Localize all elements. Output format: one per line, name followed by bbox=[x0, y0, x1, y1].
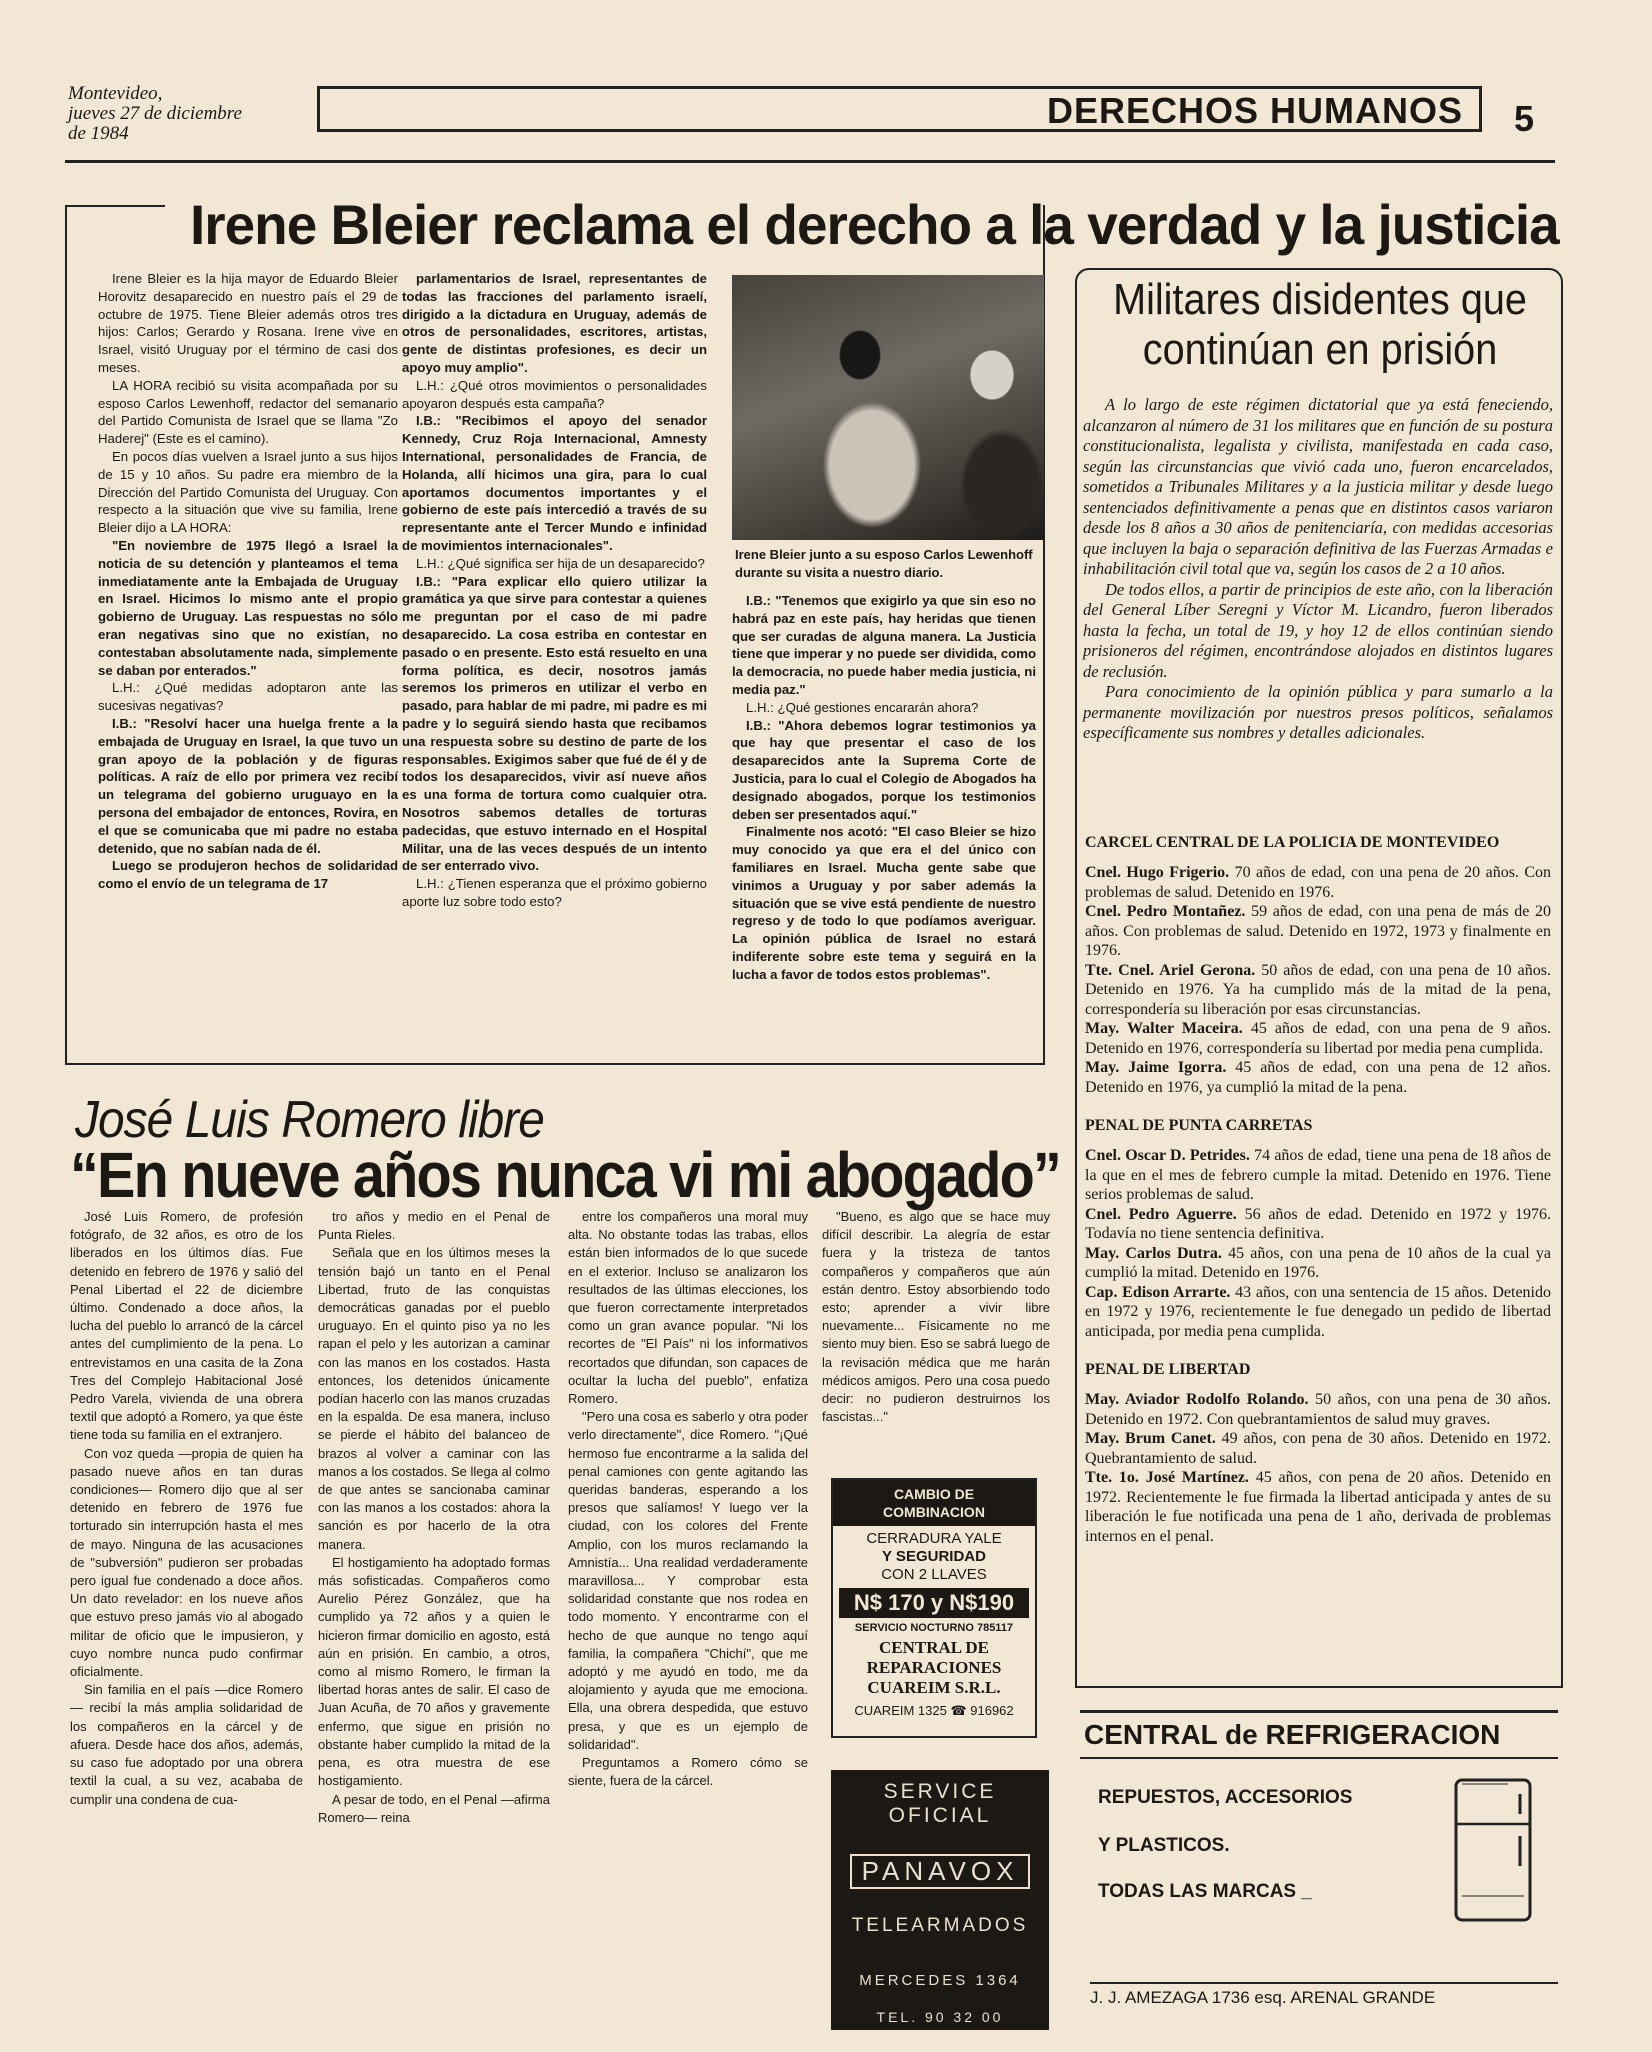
paragraph: José Luis Romero, de profesión fotógrafo, de 32 años, es otro de los liberados en los últimos días. Fue detenido en febrero de 1976 y salió del Penal Libertad el 22 de diciembre último. Condenado a doce años, la lucha del pueblo lo arrancó de la cárcel antes del cumplimiento de la pena. Lo entrevistamos en una casita de la Zona Tres del Complejo Habitacional José Pedro Varela, vivienda de una obrera textil que adoptó a Romero, ya que éste tiene toda su familia en el extranjero. bbox=[70, 1209, 303, 1443]
bleier-column-1 bbox=[98, 270, 398, 893]
prisoner-entry bbox=[1085, 902, 1551, 961]
militares-intro bbox=[1083, 395, 1553, 744]
prisoner-entry bbox=[1085, 1283, 1551, 1342]
panavox-ad bbox=[831, 1770, 1049, 2030]
paragraph: LA HORA recibió su visita acompañada por su esposo Carlos Lewenhoff, redactor del semanario del Partido Comunista de Israel que se llama "Zo Haderej" (Este es el camino). bbox=[98, 377, 398, 447]
paragraph: En pocos días vuelven a Israel junto a sus hijos de 15 y 10 años. Su padre era miembro de la Dirección del Partido Comunista del Uruguay. Con respecto a la situación que vive su familia, Irene Bleier dijo a LA HORA: bbox=[98, 448, 398, 536]
paragraph: Luego se produjeron hechos de solidaridad como el envío de un telegrama de 17 bbox=[98, 858, 398, 892]
prisoner-details: 45 años de edad, con una pena de 9 años. Detenido en 1976, correspondería su libertad por media pena cumplida. bbox=[1085, 1020, 1551, 1057]
romero-column-2 bbox=[318, 1208, 550, 1827]
prisoner-details: 49 años, con pena de 30 años. Detenido en 1972. Quebrantamiento de salud. bbox=[1085, 1430, 1551, 1467]
paragraph: Preguntamos a Romero cómo se siente, fuera de la cárcel. bbox=[568, 1755, 808, 1789]
prisoner-details: 56 años de edad. Detenido en 1972 y 1976. Todavía no tiene sentencia definitiva. bbox=[1085, 1205, 1552, 1242]
cuareim-ad-company: REPARACIONES bbox=[866, 1658, 1002, 1677]
paragraph: I.B.: "Para explicar ello quiero utilizar la gramática ya que sirve para contestar a quienes me preguntan por el caso de mi padre desaparecido. La cosa estriba en contestar en pasado o en presente. Esto está resuelto en una forma política, es decir, nosotros jamás seremos los primeros en utilizar el verbo en pasado, para hablar de mi padre, mi padre es mi padre y lo seguirá siendo hasta que recibamos una respuesta sobre su destino de parte de los responsables. Exigimos saber que fué de él y de todos los desaparecidos, vivir así nueve años es una forma de tortura como cualquier otra. Nosotros sabemos detalles de torturas padecidas, que estuvo internado en el Hospital Militar, una de las veces después de un intento de ser enterrado vivo. bbox=[402, 573, 707, 874]
prisoner-entry bbox=[1085, 1468, 1551, 1546]
paragraph: A pesar de todo, en el Penal —afirma Romero— reina bbox=[318, 1791, 550, 1825]
panavox-ad-phone: TEL. 90 32 00 bbox=[876, 2009, 1004, 2025]
dateline bbox=[68, 84, 242, 144]
cuareim-ad-company: CENTRAL DE bbox=[878, 1638, 990, 1657]
panavox-ad-street: MERCEDES 1364 bbox=[859, 1972, 1021, 1989]
cuareim-ad-company: CUAREIM S.R.L. bbox=[867, 1678, 1001, 1697]
panavox-ad-service: SERVICE OFICIAL bbox=[883, 1780, 997, 1827]
prisoner-name: Cnel. Pedro Montañez. bbox=[1085, 903, 1246, 920]
cuareim-ad-header-line: COMBINACION bbox=[883, 1504, 985, 1520]
paragraph: Irene Bleier es la hija mayor de Eduardo Bleier Horovitz desaparecido en nuestro país el 29 de octubre de 1975. Tiene Bleier además otros tres hijos: Carlos; Gerardo y Rosana. Irene vive en Israel, visitó Uruguay por el término de casi dos meses. bbox=[98, 271, 398, 375]
romero-column-3 bbox=[568, 1208, 808, 1791]
cuareim-ad-address: CUAREIM 1325 ☎ 916962 bbox=[854, 1703, 1014, 1718]
romero-kicker: José Luis Romero libre bbox=[75, 1091, 544, 1149]
paragraph: I.B.: "Tenemos que exigirlo ya que sin eso no habrá paz en este país, hay heridas que tienen que ser curadas de alguna manera. La Justicia tiene que imperar y no puede ser dividida, como la democracia, no puede haber media justicia, ni media paz." bbox=[732, 593, 1036, 697]
intro-paragraph: De todos ellos, a partir de principios de este año, con la liberación del General Líber Seregni y Víctor M. Licandro, fueron liberados hasta la fecha, un total de 19, y hoy 12 de ellos continúan siendo prisioneros del régimen, encontrándose alojados en distintos lugares de reclusión. bbox=[1083, 579, 1553, 681]
prisoner-name: Tte. Cnel. Ariel Gerona. bbox=[1085, 961, 1256, 979]
prisoner-entry bbox=[1085, 1390, 1551, 1429]
header-rule bbox=[65, 160, 1555, 163]
prisoner-details: 70 años de edad, con una pena de 20 años. Con problemas de salud. Detenido en 1976. bbox=[1085, 864, 1552, 901]
romero-headline: “En nueve años nunca vi mi abogado” bbox=[70, 1139, 1060, 1211]
prisoner-name: May. Walter Maceira. bbox=[1085, 1020, 1243, 1037]
paragraph: L.H.: ¿Qué medidas adoptaron ante las sucesivas negativas? bbox=[98, 680, 398, 714]
paragraph: tro años y medio en el Penal de Punta Rieles. bbox=[318, 1209, 550, 1243]
refrigeracion-ad-title: CENTRAL de REFRIGERACION bbox=[1080, 1710, 1558, 1759]
prisoner-entry bbox=[1085, 1058, 1551, 1097]
cuareim-ad-line: CERRADURA YALE bbox=[866, 1530, 1002, 1547]
prisoner-name: May. Carlos Dutra. bbox=[1085, 1244, 1222, 1262]
bleier-photo bbox=[732, 275, 1044, 540]
romero-column-4 bbox=[822, 1208, 1050, 1426]
paragraph: Sin familia en el país —dice Romero— recibí la más amplia solidaridad de los compañeros en la cárcel y de afuera. Desde hace dos años, además, su caso fue adoptado por una obrera textil la cual, a su vez, acababa de cumplir una condena de cua- bbox=[70, 1682, 303, 1807]
militares-headline-line-2: continúan en prisión bbox=[1142, 325, 1498, 374]
paragraph: Finalmente nos acotó: "El caso Bleier se hizo muy conocido ya que era el del único con familiares en Israel. Mucha gente sabe que vinimos a Uruguay y por saber además la situación que se vive está pendiente de nuestro regreso y de todo lo que podíamos averiguar. La opinión pública de Israel no estará indiferente sobre este tema y seguirá en la lucha a favor de todos estos problemas". bbox=[732, 824, 1036, 982]
cuareim-ad-line: Y SEGURIDAD bbox=[882, 1548, 986, 1565]
section-title: DERECHOS HUMANOS bbox=[1046, 90, 1463, 131]
prisoner-name: Cnel. Hugo Frigerio. bbox=[1085, 864, 1230, 881]
paragraph: L.H.: ¿Tienen esperanza que el próximo gobierno aporte luz sobre todo esto? bbox=[402, 876, 707, 909]
paragraph: El hostigamiento ha adoptado formas más sofisticadas. Compañeros como Aurelio Pérez González, que ha cumplido ya 72 años y a quien le hicieron firmar domicilio en agosto, está aún en prisión. En cambio, a otros, como al mismo Romero, le firman la libertad horas antes de salir. El caso de Juan Acuña, de 70 años y gravemente enfermo, que sigue en prisión no obstante haber cumplido la mitad de la pena, es otra muestra de ese hostigamiento. bbox=[318, 1554, 550, 1789]
dateline-year: de 1984 bbox=[68, 123, 129, 144]
paragraph: L.H.: ¿Qué gestiones encararán ahora? bbox=[746, 699, 979, 715]
prisoner-details: 50 años de edad, con una pena de 10 años. Detenido en 1976. Ya ha cumplido más de la mitad de la pena, correspondería su liberación por esas circunstancias. bbox=[1085, 961, 1551, 1018]
prison-heading: PENAL DE LIBERTAD bbox=[1085, 1361, 1251, 1378]
intro-paragraph: A lo largo de este régimen dictatorial que ya está feneciendo, alcanzaron al número de 31 los militares que en función de su postura constitucionalista, legalista y civilista, manifestada en cada caso, según las circunstancias que vivió cada uno, fueron encarcelados, sometidos a Tribunales Militares y a la justicia militar y desde luego sentenciados definitivamente a penas que en distintos casos variaron desde los 8 años a 30 años de penitenciaría, con medidas accesorias que incluyen la baja o separación definitiva de las Fuerzas Armadas e inhabilitación civil total que va, según los casos de 2 a 10 años. bbox=[1083, 395, 1553, 578]
prisoner-name: May. Jaime Igorra. bbox=[1085, 1059, 1227, 1076]
prisoner-name: Cnel. Pedro Aguerre. bbox=[1085, 1205, 1237, 1223]
dateline-city: Montevideo, bbox=[68, 83, 163, 104]
prisoner-list bbox=[1085, 832, 1551, 1546]
intro-paragraph: Para conocimiento de la opinión pública y para sumarlo a la permanente movilización por nuestros presos políticos, señalamos específicamente sus nombres y detalles adicionales. bbox=[1083, 682, 1553, 742]
dateline-day: jueves 27 de diciembre bbox=[68, 103, 242, 124]
prison-heading: PENAL DE PUNTA CARRETAS bbox=[1085, 1117, 1313, 1134]
romero-column-1 bbox=[70, 1208, 303, 1809]
cuareim-ad bbox=[831, 1478, 1037, 1738]
paragraph: entre los compañeros una moral muy alta. No obstante todas las trabas, ellos están bien informados de lo que sucede en el exterior. Incluso se analizaron los resultados de las últimas elecciones, los que fueron correctamente interpretados como un gran avance popular. "Ni los recortes de "El País" ni los informativos recortados que difundan, son capaces de ocultar la lucha del pueblo", enfatiza Romero. bbox=[568, 1209, 808, 1407]
cuareim-ad-header bbox=[833, 1480, 1035, 1526]
prisoner-name: Cap. Edison Arrarte. bbox=[1085, 1283, 1231, 1301]
refrigeracion-ad-address: J. J. AMEZAGA 1736 esq. ARENAL GRANDE bbox=[1090, 1982, 1558, 2008]
prisoner-entry bbox=[1085, 961, 1551, 1020]
prisoner-name: May. Brum Canet. bbox=[1085, 1430, 1216, 1447]
cuareim-ad-line: CON 2 LLAVES bbox=[881, 1566, 987, 1583]
prisoner-name: May. Aviador Rodolfo Rolando. bbox=[1085, 1391, 1309, 1408]
prisoner-entry bbox=[1085, 863, 1551, 902]
refrigeracion-ad-line: TODAS LAS MARCAS _ bbox=[1098, 1881, 1312, 1902]
prisoner-details: 45 años, con pena de 20 años. Detenido en 1972. Recientemente le fue firmada la libertad anticipada y antes de su liberación le fue notificada una pena de 1 año, derivada de problemas internos en el penal. bbox=[1085, 1469, 1552, 1545]
prisoner-details: 43 años, con una sentencia de 15 años. Detenido en 1972 y 1976, recientemente le fue denegado un pedido de libertad anticipada, por media pena cumplida. bbox=[1085, 1283, 1552, 1340]
photo-caption: Irene Bleier junto a su esposo Carlos Lewenhoff durante su visita a nuestro diario. bbox=[735, 547, 1033, 580]
cuareim-ad-header-line: CAMBIO DE bbox=[893, 1486, 975, 1502]
prisoner-entry bbox=[1085, 1146, 1551, 1205]
prisoner-details: 45 años, con una pena de 10 años de la cual ya cumplió la mitad. Detenido en 1976. bbox=[1085, 1244, 1551, 1281]
panavox-logo: PANAVOX bbox=[850, 1854, 1031, 1889]
refrigeracion-ad-line: Y PLASTICOS. bbox=[1098, 1835, 1230, 1856]
militares-headline-line-1: Militares disidentes que bbox=[1113, 275, 1527, 324]
prisoner-details: 59 años de edad, con una pena de más de 20 años. Con problemas de salud. Detenido en 1972, 1973 y finalmente en 1976. bbox=[1085, 903, 1552, 959]
paragraph: "Pero una cosa es saberlo y otra poder verlo directamente", dice Romero. "¡Qué hermoso fue encontrarme a la salida del penal camiones con gente agitando las queridas banderas, esperando a los presos que salíamos! Y luego ver la ciudad, con los colores del Frente Amplio, con los muros reclamando la Amnistía... Una realidad verdaderamente maravillosa... Y comprobar esta solidaridad constante que nos rodea en todo momento. Y encontrarme con el hecho de que aunque no tengo aquí familia, la compañera "Chichí", que me adoptó y me ayudó en todo, me da alojamiento y ayuda que me emociona. Ella, una obrera despedida, que estuvo presa, y que es un ejemplo de solidaridad". bbox=[568, 1409, 808, 1752]
panavox-ad-line: TELEARMADOS bbox=[851, 1915, 1029, 1936]
paragraph: "Bueno, es algo que se hace muy difícil describir. La alegría de estar fuera y la tristeza de tantos compañeros y compañeros que aún están dentro. Estoy absorbiendo todo esto; aprender a vivir libre nuevamente... Físicamente no me siento muy bien. Eso se sabrá luego de la revisación médica que me harán médicos amigos. Pero una cosa puedo decir: no pudieron destruirnos los fascistas..." bbox=[822, 1209, 1050, 1425]
prisoner-details: 50 años, con una pena de 30 años. Detenido en 1972. Con quebrantamientos de salud muy graves. bbox=[1085, 1391, 1552, 1428]
paragraph: "En noviembre de 1975 llegó a Israel la noticia de su detención y planteamos el tema inmediatamente ante la Embajada de Uruguay en Israel. Hicimos lo mismo ante el propio gobierno de Uruguay. Las respuestas no sólo eran negativas sino que no existían, no contestaban absolutamente nada, simplemente se daban por enterados." bbox=[98, 537, 398, 678]
militares-headline bbox=[1104, 275, 1536, 375]
paragraph: I.B.: "Recibimos el apoyo del senador Kennedy, Cruz Roja Internacional, Amnesty International, personalidades de Francia, de Holanda, allí hicimos una gira, para lo cual aportamos documentos importantes y el gobierno de este país intercedió a través de su representante ante el Tercer Mundo e infinidad de movimientos internacionales". bbox=[402, 413, 707, 553]
refrigerator-icon bbox=[1448, 1776, 1538, 1926]
prisoner-entry bbox=[1085, 1429, 1551, 1468]
cuareim-ad-service: SERVICIO NOCTURNO 785117 bbox=[854, 1622, 1014, 1634]
paragraph: Señala que en los últimos meses la tensión bajó un tanto en el Penal Libertad, fruto de las conquistas democráticas ganadas por el pueblo uruguayo. En el quinto piso ya no les rapan el pelo y les autorizan a caminar con las manos en los costados. Hasta entonces, los detenidos únicamente podían hacerlo con las manos cruzadas en la espalda. De esa manera, incluso se pierde el hábito del balanceo de brazos al volver a caminar con las manos a los costados. Se llega al colmo de que antes se sancionaba caminar con las manos a los costados: ahora la sanción es por hacerlo de la otra manera. bbox=[318, 1245, 550, 1552]
paragraph: parlamentarios de Israel, representantes de todas las fracciones del parlamento israelí, dirigido a la dictadura en Uruguay, además de otros de personalidades, escritores, artistas, gente de distintas profesiones, es decir un apoyo muy amplio". bbox=[402, 271, 707, 375]
prisoner-details: 74 años de edad, tiene una pena de 18 años de la que en el mes de febrero cumple la mitad. Detenido en 1976. Tiene serios problemas de salud. bbox=[1085, 1147, 1552, 1203]
section-bar bbox=[317, 86, 1482, 132]
paragraph: I.B.: "Ahora debemos lograr testimonios ya que hay que presentar el caso de los desaparecidos ante la Suprema Corte de Justicia, para lo cual el Colegio de Abogados ha designado abogados, porque los testimonios deben ser presentados aquí." bbox=[732, 717, 1036, 822]
paragraph: I.B.: "Resolví hacer una huelga frente a la embajada de Uruguay en Israel, la que tuvo un gran apoyo de la población y de figuras políticas. A raíz de ello por primera vez recibí un telegrama del gobierno uruguayo en la persona del embajador de entonces, Rovira, en el que se comunicaba que mi padre no estaba detenido, que no sabían nada de él. bbox=[98, 715, 398, 856]
bleier-column-2 bbox=[402, 270, 707, 911]
cuareim-ad-price: N$ 170 y N$190 bbox=[839, 1588, 1029, 1618]
prisoner-entry bbox=[1085, 1019, 1551, 1058]
prisoner-entry bbox=[1085, 1244, 1551, 1283]
refrigeracion-ad bbox=[1080, 1710, 1558, 2010]
bleier-column-3 bbox=[732, 592, 1036, 984]
prisoner-name: Cnel. Oscar D. Petrides. bbox=[1085, 1147, 1250, 1164]
prisoner-name: Tte. 1o. José Martínez. bbox=[1085, 1469, 1249, 1486]
bleier-headline: Irene Bleier reclama el derecho a la verdad y la justicia bbox=[190, 193, 1559, 256]
refrigeracion-ad-line: REPUESTOS, ACCESORIOS bbox=[1098, 1787, 1353, 1808]
paragraph: L.H.: ¿Qué otros movimientos o personalidades apoyaron después esta campaña? bbox=[402, 377, 707, 411]
prison-heading: CARCEL CENTRAL DE LA POLICIA DE MONTEVIDEO bbox=[1085, 834, 1500, 851]
paragraph: Con voz queda —propia de quien ha pasado nueve años en tan duras condiciones— Romero dijo que al ser detenido en febrero de 1976 fue torturado sin interrupción hasta el mes de mayo. Ninguna de las acusaciones de "subversión" pudieron ser probadas pero igual fue condenado a doce años. Un dato revelador: en los nueve años que estuvo preso jamás vio al abogado militar de oficio que le impusieron, y cuyo nombre nunca pudo confirmar oficialmente. bbox=[70, 1445, 303, 1680]
page-number: 5 bbox=[1514, 98, 1535, 139]
prisoner-entry bbox=[1085, 1205, 1551, 1244]
prisoner-details: 45 años de edad, con una pena de 12 años. Detenido en 1976, ya cumplió la mitad de la pena. bbox=[1085, 1059, 1552, 1096]
paragraph: L.H.: ¿Qué significa ser hija de un desaparecido? bbox=[416, 555, 705, 571]
